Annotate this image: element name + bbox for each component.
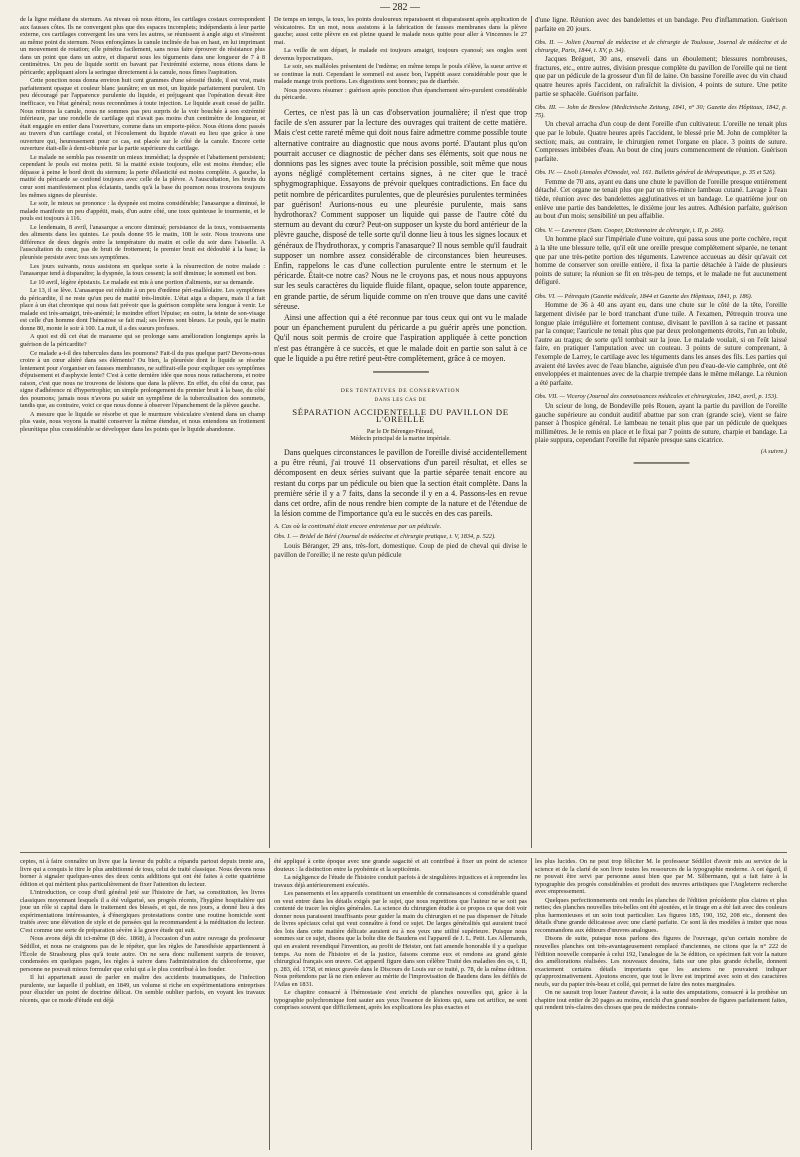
article-title: SÉPARATION ACCIDENTELLE DU PAVILLON DE L'OREILLE <box>292 406 509 425</box>
paragraph: Nous pouvons résumer : guérison après ponction d'un épanchement séro-purulent considérable du péricarde. <box>274 86 527 102</box>
paragraph: Nous avons déjà dit ici-même (8 déc. 1868), à l'occasion d'un autre ouvrage du professeur Sédillot, et nous ne craignons pas de le répéter, que les règles de l'anesthésie appartiennent à l'École de Strasbourg plus qu'à toute autre. On ne sera donc nullement surpris de trouver, condensées en quelques pages, les règles à suivre dans l'administration du chloroforme, que personne ne pouvait mieux formuler que celui qui a le plus contribué à les fonder. <box>20 935 265 973</box>
observation-heading: Obs. VII. — Viceroy (Journal des connaissances médicales et chirurgicales, 1842, avril, p. 153). <box>535 393 778 401</box>
article-subhead: A. Cas où la continuité était encore entretenue par un pédicule. <box>274 523 442 531</box>
observation-text: Louis Béranger, 29 ans, très-fort, domestique. Coup de pied de cheval qui divise le pavillon de l'oreille; il ne reste qu'un pédicule <box>274 542 527 560</box>
column-divider <box>531 16 532 848</box>
observation-text: Un scieur de long, de Bondeville près Rouen, ayant la partie du pavillon de l'oreille gauche supérieure au conduit auditif abattue par son cran (grande scie), vient se faire panser à l'hospice général. Le lambeau ne tenait plus que par un pédicule de quelques millimètres. Je le remis en place et le fixai par 7 points de suture, charpie et bandage. La plaie suppura, cependant l'oreille fut réparée presque sans cicatrice. <box>535 401 787 445</box>
observation-text: Un homme placé sur l'impériale d'une voiture, qui passa sous une porte cochère, reçut à la tête une blessure telle, qu'il eût une oreille presque complétement séparée, ne tenant que par une très-petite portion des téguments. Lawrence accueuas au désir qu'avait cet homme de conserver son oreille entière, il fixa la partie détachée à l'aide de plusieurs points de suture; la réunion se fit en très-peu de temps, et le malade ne fut aucunement défiguré. <box>535 235 787 287</box>
paragraph: L'introduction, ce coup d'œil général jeté sur l'histoire de l'art, sa constitution, les livres classiques moyennant lesquels il a été vulgarisé, ses progrès récents, l'hygiène hospitalière qui joue un rôle si capital dans le traitement des blessés, et qui, de nos jours, a donné lieu à des expérimentations intéressantes, à d'énergiques protestations contre une routine homicide sont traités avec une élévation de style et de pensées qui la recommandent à la méditation du lecteur. C'est comme une sorte de préparation sévère à la grave étude qui suit. <box>20 889 265 934</box>
paragraph: Le soir, ses malléoles présentent de l'œdème; en même temps le pouls s'élève, la sueur arrive et se continue la nuit. Cependant le sommeil est assez bon, l'appétit assez considérable pour que le malade mange trois portions. Les digestions sont bonnes; pas de diarrhée. <box>274 63 527 86</box>
paragraph: De temps en temps, la toux, les points douloureux reparaissent et disparaissent après application de vésicatoires. En un mot, nous assistons à la fabrication de fausses membranes dans la plèvre gauche; aussi cette plèvre en est pleine quand le malade nous quitte pour aller à Vincennes le 27 mai. <box>274 16 527 46</box>
page-number: — 282 — <box>380 2 420 13</box>
paragraph: Certes, ce n'est pas là un cas d'observation journalière; il n'est que trop facile de s'en assurer par la lecture des ouvrages qui traitent de cette matière. Mais c'est cette rareté même qui doit nous faire admettre comme possible toute alternative contraire au diagnostic que nous avons porté. D'autant plus qu'on pourrait accuser ce diagnostic de pécher dans ses éléments, soit que nous ne donnions pas les signes avec toute la précision possible, soit même que nous ayons négligé complètement certains signes, à ne citer que le tracé sphygmographique. Essayons de prévoir quelques contradictions. En face du petit nombre de péricardites purulentes, que de pleurésies purulentes terminées par guérison! Aurions-nous eu une pleurésie purulente, mais sans hydrothorax? Comment supposer un liquide qui passe de l'autre côté du sternum au devant du cœur? Peut-on supposer un kyste du bord antérieur de la plèvre gauche, disposé de telle sorte qu'il donne lieu à tous les signes locaux et généraux de l'hydrothorax, y compris l'anasarque? Il nous semble qu'il faudrait supposer un nombre assez considérable de circonstances bien heureuses. Enfin, rappelons le cas d'une collection purulente entre le sternum et le péricarde. Était-ce notre cas? Nous ne le croyons pas, et nous nous appuyons sur les seuls caractères du liquide fluide filant, opaque, selon toute apparence, en grande partie, de sérum liquide comme on n'en trouve que dans une cavité séreuse. <box>274 108 527 311</box>
column-divider <box>531 858 532 1150</box>
to-be-continued: (A suivre.) <box>760 447 787 455</box>
paragraph: Quelques perfectionnements ont rendu les planches de l'édition précédente plus claires et plus nettes; des planches nouvelles très-belles ont été ajoutées, et le tirage en a été fait avec des couleurs plus harmonieuses et un soin tout particulier. Les figures 185, 190, 192, 208 etc., donnent des détails d'une grande délicatesse avec une clarté parfaite. Ce sont là des modèles à imiter que nous recommandons aux éditeurs d'œuvres analogues. <box>535 896 787 934</box>
section-divider <box>20 852 787 853</box>
column-2 <box>274 16 527 848</box>
paragraph: ceptes, ni à faire connaître un livre que la faveur du public a répandu partout depuis trente ans, livre qui a conquis le titre le plus ambitionné de tous, celui de traité classique. Nous devons nous borner à signaler quelques-unes des deux cents additions qui ont été faites à cette quatrième édition et qui méritent plus particulièrement de fixer l'attention du lecteur. <box>20 858 265 888</box>
observation-text: Jacques Bréguet, 30 ans, enseveli dans un éboulement; blessures nombreuses, fractures, etc., entre autres, division presque complète du pavillon de l'oreille qui ne tient que par un pédicule de la grosseur d'un fil de laine. On bassine l'oreille avec du vin chaud quatre heures après l'accident, on rafraîchit la division, 4 points de suture. Une petite partie se sphacèle. Guérison parfaite. <box>535 55 787 98</box>
paragraph: Ce malade a-t-il des tubercules dans les poumons? Fait-il du pus quelque part? Devons-nous croire à un cœur altéré dans ses éléments? Ou bien, la pleurésie dont le liquide se résorbe lentement pour s'organiser en fausses membranes, ne suffirait-elle pour expliquer ces symptômes d'épuisement et d'asphyxie lente? C'est à cette dernière idée que nous nous rattacherons, et notre raison, c'est que nous ne trouvons de lésions que dans la plèvre. En effet, du côté du cœur, pas signe d'adhérence ni d'hypertrophie; un simple prolongement du premier bruit à la base, du côté des poumons; jamais nous n'avons pu saisir un symptôme de la tuberculisation des sommets, tandis que, au contraire, voici ce que nous donne à observer l'épanchement de la plèvre gauche. <box>20 349 265 410</box>
paragraph: d'une ligne. Réunion avec des bandelettes et un bandage. Peu d'inflammation. Guérison parfaite en 20 jours. <box>535 16 787 33</box>
observation-text: Femme de 70 ans, ayant eu dans une chute le pavillon de l'oreille presque entièrement détaché. Cet organe ne tenait plus que par un très-mince lambeau cutané. Lavage à l'eau tiède, réunion avec des bandelettes agglutinatives et un bandage. Le quatrième jour on enlève une partie des bandelettes, le dixième jour les autres. Adhésion parfaite, guérison au bout d'un mois; sensibilité un peu affaiblie. <box>535 177 787 221</box>
paragraph: Le lendemain, 8 avril, l'anasarque a encore diminué; persistance de la toux, vomissements des aliments dans les quintes. Le pouls donne 95 le matin, 108 le soir. Nous trouvons une différence de deux degrés entre la température du matin et celle du soir dans l'aisselle. A l'auscultation du cœur, pas de bruit de frottement; le premier bruit est dédoublé à la base; la pleurésie persiste avec tous ses symptômes. <box>20 223 265 261</box>
paragraph: Cette ponction nous donna environ huit cent grammes d'une sérosité fluide, il est vrai, mais parfaitement opaque et couleur blanc jaunâtre; en un mot, un liquide parfaitement purulent. Un peu découragé par l'apparence purulente du liquide, et préjugeant que l'opération devait être inefficace, vu l'état général; nous reconnûmes à toute injection. Le liquide avait cessé de jaillir. Nous retirons la canule, nous ne sommes pas peu surpris de la voir bouchée à son extrémité inférieure, par une rondelle de cartilage qui n'avait pas moins d'un centimètre de longueur, et était engagée en entier dans l'ouverture, comme dans un emporte-pièce. Nous étions donc passés au travers d'un cartilage costal, et l'écoulement du liquide n'avait eu lieu que grâce à une ouverture qui, heureusement pour ce cas, est placée sur le côté de la canule. Encore cette ouverture était-elle à demi-obturée par la partie supérieure du cartilage. <box>20 77 265 153</box>
article-intro: Dans quelques circonstances le pavillon de l'oreille divisé accidentellement a pu être réuni, j'ai trouvé 11 observations d'un pareil résultat, et elles se décomposent en deux séries suivant que la partie séparée tenait encore au restant du corps par un pédicule ou bien que la section était complète. Dans la première série il y a 7 faits, dans la seconde il y en a 4. Passons-les en revue dans cet ordre, afin de nous rendre bien compte de la nature et de l'étendue de la lésion comme de l'importance qu'a eu le succès en des cas pareils. <box>274 447 527 519</box>
paragraph: La négligence de l'étude de l'histoire conduit parfois à de singulières injustices et à reprendre les travaux déjà antérieurement exécutés. <box>274 874 527 889</box>
ornament-rule: ━━━━━━━━━━━━━━━━━━━━━ <box>373 370 428 377</box>
paragraph: Il lui appartenait aussi de parler en maître des accidents traumatiques, de l'infection purulente, sur laquelle il publiait, en 1849, un volume si riche en expérimentations entreprises pour élucider un point de doctrine délicat. On semble oublier parfois, en voyant les travaux récents, que ce mode d'étude eut déjà <box>20 974 265 1004</box>
author-affiliation: Médecin principal de la marine impériale. <box>350 436 451 443</box>
observation-heading: Obs. II. — Jolien (Journal de médecine et de chirurgie de Toulouse, Journal de médecine et de chirurgie, Paris, 1844, t. XV, p. 34). <box>535 39 787 54</box>
paragraph: les plus lucides. On ne peut trop féliciter M. le professeur Sédillot d'avoir mis au service de la science et de la clarté de son livre toutes les ressources de la typographie moderne. A cet égard, il ne pouvait être servi par personne aussi bien que par M. Silbermann, qui a fait faire à la typographie des progrès considérables et produit des œuvres artistiques que l'Angleterre recherche avec empressement. <box>535 858 787 896</box>
paragraph: de la ligne médiane du sternum. Au niveau où nous étions, les cartilages costaux correspondent aux fausses côtes. Ils ne convergent plus que des espaces incomplets; indépendants à leur partie externe, ces cartilages convergent les uns vers les autres, se réunissent à angle aigu et s'insèrent au même point du sternum. Nous enfonçâmes la canule inclinée de bas en haut, en lui imprimant un mouvement de rotation; elle pénétra facilement, sans nous faire éprouver de résistance plus dans un point que dans un autre, et disparut sous les téguments dans une longueur de 7 à 8 centimètres. Un peu de liquide sortit en bavant par l'extrémité externe, nous étions dans le péricarde; appliquant alors la seringue directement à la canule, nous fîmes l'aspiration. <box>20 16 265 76</box>
column-divider <box>269 858 270 1150</box>
paragraph: Le soir, le mieux se prononce : la dyspnée est moins considérable; l'anasarque a diminué, le malade manifeste un peu d'appétit, mais, d'un autre côté, une toux quinteuse le tourmente, et le pouls est toujours à 116. <box>20 200 265 223</box>
ornament-rule: ━━━━━━━━━━━━━━━━━━━━━ <box>633 461 689 468</box>
observation-text: Homme de 36 à 40 ans ayant eu, dans une chute sur le côté de la tête, l'oreille largement divisée par le bord tranchant d'une tuile. A l'examen, Pétrequin trouva une longue plaie irrégulière et fortement contuse, divisant le pavillon à sa racine et passant par la conque; l'auricule ne tenait plus que par deux prolongements étroits, l'un au lobule, l'autre au tragus; de sorte qu'il tombait sur la joue. Le malade voulait, si on l'eût laissé faire, en pratiquer l'amputation avec un couteau. 3 points de suture comprenant, à l'exemple de Larrey, le cartilage avec les téguments dans les anses des fils. Les parties qui avaient été lavées avec de l'eau blanche, aiguisée d'un peu d'eau-de-vie camphrée, ont été enveloppées et maintenues avec de la charpie trempée dans le même mélange. La réunion a été parfaite. <box>535 301 787 387</box>
observation-heading: Obs. I. — Bridel de Béré (Journal de médecine et chirurgie pratique, t. V, 1834, p. 522). <box>274 532 496 540</box>
article-subtitle: DANS LES CAS DE <box>374 398 427 404</box>
observation-text: Un cheval arracha d'un coup de dent l'oreille d'un cultivateur. L'oreille ne tenait plus que par le lobule. Quatre heures après l'accident, le blessé prie M. John de compléter la section; mais, au contraire, le chirurgien remet l'organe en place. 3 points de suture. Compresses imbibées d'eau. Au bout de cinq jours commencement de réunion. Guérison parfaite. <box>535 120 787 163</box>
observation-heading: Obs. IV. — Lisoli (Annales d'Omodei, vol. 161. Bulletin général de thérapeutique, p. 35 et 526). <box>535 169 777 177</box>
column-1 <box>20 16 265 848</box>
bottom-column-2 <box>274 858 527 1150</box>
column-3 <box>535 16 787 848</box>
paragraph: Les pansements et les appareils constituent un ensemble de connaissances si considérable quand on veut entrer dans les détails exigés par le sujet, que nous regrettions que l'auteur ne se soit pas contenté de tracer les règles générales. La science du chirurgien étudie à ce propos ce que doit voir donner nous paraissent insuffisants pour guider la main du chirurgien et ne pas dispenser de l'étude de livres spéciaux celui qui veut connaître à fond ce sujet. De larges généralités qui auraient tracé des lois dans cette matière délicate auraient eu à nos yeux une utilité supérieure. Puisque nous sommes sur ce sujet, disons que la boîte dite de Baudens est l'appareil de J. L. Petit. Les Allemands, qui en avaient revendiqué l'invention, au profit de Heister, ont fait amende honorable il y a quelque temps. Au nom de l'histoire et de la justice, faisons comme eux et rendons au grand génie chirurgical français son œuvre. Cet appareil figure dans son célèbre Traité des maladies des os, t. II, p. 283, éd. 1758, et mieux gravée dans le Discours de Louis sur ce traité, p. 78, de la même édition. Nous prétendons par là ne rien enlever au mérite de l'improvisation de Baudens dans les défilés de l'Atlas en 1831. <box>274 890 527 988</box>
paragraph: Le 13, il se lève. L'anasarque est réduite à un peu d'œdème péri-malléolaire. Les symptômes du péricardite, il ne reste qu'un peu de matité très-limitée. L'état aigu a disparu, mais il a fait place à un état chronique qui nous fait prévoir que la guérison complète sera longue à venir. Le malade est très-amaigri, très-anémié; le moindre effort l'épuise; en outre, la teinte de son-visage est celle d'un homme dont l'hématose se fait mal; ses lèvres sont bleues. Le pouls, qui le matin donne 80, monte le soir à 100. La nuit, il a des sueurs profuses. <box>20 287 265 332</box>
column-divider <box>269 16 270 848</box>
paragraph: Le malade ne sembla pas ressentir un mieux immédiat; la dyspnée et l'abattement persistent; cependant le pouls est moins petit. Si la matité existe toujours, elle est moins étendue; elle dépasse à peine le bord droit du sternum; la perte d'élasticité est moins complète. A gauche, la matité du péricarde se confond toujours avec celle de la plèvre. A l'auscultation, les bruits du cœur sont manifestement plus éclatants, tandis qu'à la base du poumon nous trouvons toujours les mêmes signes de pleurésie. <box>20 153 265 199</box>
observation-heading: Obs. III. — John de Breslow (Medicinische Zeitung, 1841, n° 30; Gazette des Hôpitaux, 1842, p. 75). <box>535 104 787 119</box>
paragraph: été appliqué à cette époque avec une grande sagacité et ait contribué à fixer un point de science douteux : la distinction entre la pyohémie et la septicémie. <box>274 858 527 873</box>
paragraph: On ne saurait trop louer l'auteur d'avoir, à la suite des amputations, consacré à la prothèse un chapitre tout entier de 20 pages au moins, enrichi d'un grand nombre de figures parfaitement faites, qui rendent très-claires des choses que peu de médecins connais- <box>535 989 787 1012</box>
paragraph: A mesure que le liquide se résorbe et que le murmure vésiculaire s'entend dans un champ plus vaste, nous voyons la matité conserver la même étendue, et nous entendons un frottement pleurétique plus considérable se développer dans les points que le liquide abandonne. <box>20 410 265 433</box>
paragraph: Disons de suite, puisque nous parlons des figures de l'ouvrage, qu'un certain nombre de nouvelles planches ont très-avantageusement remplacé d'anciennes, ne citons que la n° 222 de l'édition nouvelle comparée à celui 192, l'analogue de la 3e édition, ce spécimen fait voir la nature des améliorations réalisées. Les nouveaux dessins, faits sur une plus grande échelle, donnent exactement certains détails importants que les anciens ne pouvaient indiquer qu'approximativement. Ajoutons encore, que tout le livre est imprimé avec soin et des caractères neufs, sur du papier très-beau et collé, qui permet de faire des notes marginales. <box>535 935 787 988</box>
paragraph: Le chapitre consacré à l'hémostasie s'est enrichi de planches nouvelles qui, grâce à la typographie polychromique font sauter aux yeux l'essence de lésions qui, sans cet artifice, ne sont comprises souvent que difficilement, après les explications les plus exactes et <box>274 989 527 1012</box>
paragraph: A quoi est dû cet état de marasme qui se prolonge sans amélioration longtemps après la guérison de la péricardite? <box>20 333 265 348</box>
article-title-small: DES TENTATIVES DE CONSERVATION <box>340 387 461 394</box>
article-byline: Par le Dr Bérenger-Féraud, <box>366 427 435 435</box>
observation-heading: Obs. VI. — Pétrequin (Gazette médicale, 1844 et Gazette des Hôpitaux, 1841, p. 186). <box>535 292 753 300</box>
bottom-column-1 <box>20 858 265 1150</box>
paragraph: Le 10 avril, légère épistaxis. Le malade est mis à une portion d'aliments, sur sa demande. <box>30 278 255 286</box>
bottom-column-3 <box>535 858 787 1150</box>
paragraph: Ainsi une affection qui a été reconnue par tous ceux qui ont vu le malade pour un épanchement purulent du péricarde a pu guérir après une ponction. Qu'il nous soit permis de croire que l'aspiration appliquée à cette ponction n'est pas étrangère à ce succès, et que le malade doit en partie son salut à ce que le liquide a pu être retiré peut-être complètement, grâce à ce moyen. <box>274 313 527 363</box>
observation-heading: Obs. V. — Lawrence (Sam. Cooper, Dictionnaire de chirurgie, t. II, p. 266). <box>535 226 725 234</box>
paragraph: Les jours suivants, nous assistons en quelque sorte à la résurrection de notre malade : l'anasarque tend à disparaître; la dyspnée, la toux cessent; la soif diminue; le sommeil est bon. <box>20 262 265 278</box>
paragraph: La veille de son départ, le malade est toujours amaigri, toujours cyanosé; ses ongles sont devenus hypocratiques. <box>274 47 527 62</box>
